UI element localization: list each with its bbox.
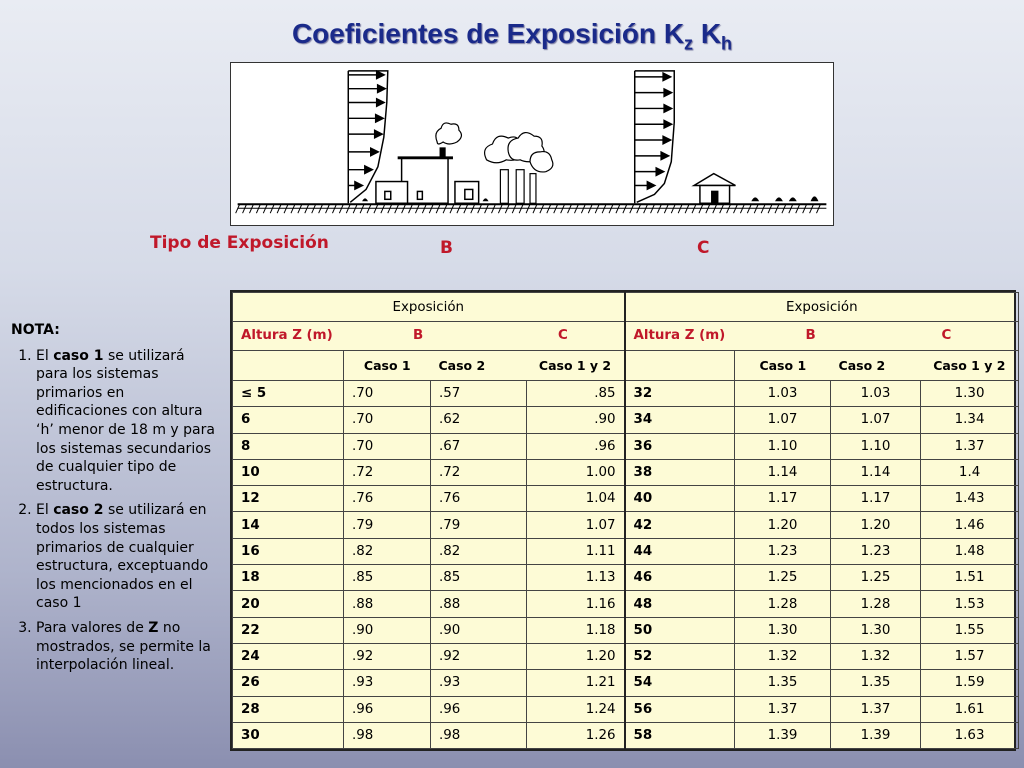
notes-title: NOTA : — [11, 321, 216, 340]
height-cell: 48 — [625, 591, 735, 617]
case1-cell: .82 — [344, 538, 431, 564]
kz-coefficients-table — [230, 290, 1016, 751]
case2-cell: .88 — [431, 591, 527, 617]
case1-cell: .96 — [344, 696, 431, 722]
case2-cell: 1.14 — [831, 459, 921, 485]
height-cell: 58 — [625, 722, 735, 748]
case2-cell: 1.20 — [831, 512, 921, 538]
case1-cell: 1.32 — [735, 643, 831, 669]
case12-cell: 1.57 — [921, 643, 1019, 669]
height-cell: ≤ 5 — [233, 381, 344, 407]
case2-cell: .57 — [431, 381, 527, 407]
height-cell: 36 — [625, 433, 735, 459]
case2-cell: .72 — [431, 459, 527, 485]
height-cell: 14 — [233, 512, 344, 538]
case1-header: Caso 1 — [344, 351, 431, 381]
table-header-row — [233, 322, 1019, 351]
height-cell: 22 — [233, 617, 344, 643]
case2-cell: .90 — [431, 617, 527, 643]
case2-cell: 1.03 — [831, 381, 921, 407]
case2-cell: .92 — [431, 643, 527, 669]
height-cell: 50 — [625, 617, 735, 643]
case2-cell: .93 — [431, 670, 527, 696]
height-cell: 24 — [233, 643, 344, 669]
case12-cell: 1.24 — [527, 696, 625, 722]
case12-cell: 1.18 — [527, 617, 625, 643]
table-header-row — [233, 293, 1019, 322]
case12-cell: 1.63 — [921, 722, 1019, 748]
case2-cell: .79 — [431, 512, 527, 538]
case1-cell: 1.25 — [735, 565, 831, 591]
case1-header: Caso 1 — [735, 351, 831, 381]
case2-cell: .96 — [431, 696, 527, 722]
table-row — [233, 381, 1019, 407]
case12-cell: 1.04 — [527, 486, 625, 512]
case2-cell: 1.32 — [831, 643, 921, 669]
trees-icon — [436, 123, 553, 203]
table-row — [233, 538, 1019, 564]
case2-cell: 1.07 — [831, 407, 921, 433]
height-cell: 30 — [233, 722, 344, 748]
case12-header: Caso 1 y 2 — [527, 351, 625, 381]
case12-cell: 1.55 — [921, 617, 1019, 643]
exposure-b-header: B — [805, 328, 816, 343]
height-cell: 18 — [233, 565, 344, 591]
table-row — [233, 591, 1019, 617]
table-row — [233, 407, 1019, 433]
table-row — [233, 512, 1019, 538]
case2-cell: .67 — [431, 433, 527, 459]
table-row — [233, 643, 1019, 669]
table-row — [233, 696, 1019, 722]
exposure-b-label: B — [440, 238, 453, 258]
case2-cell: .76 — [431, 486, 527, 512]
height-header: Altura Z (m) — [633, 328, 726, 343]
case1-cell: 1.14 — [735, 459, 831, 485]
case12-cell: 1.37 — [921, 433, 1019, 459]
slide-title: Coeficientes de Exposición $K_z$ $K_h$ — [291, 18, 733, 54]
case12-cell: 1.21 — [527, 670, 625, 696]
case12-cell: 1.48 — [921, 538, 1019, 564]
case12-cell: 1.46 — [921, 512, 1019, 538]
case1-cell: 1.23 — [735, 538, 831, 564]
height-cell: 12 — [233, 486, 344, 512]
notes-panel — [11, 321, 216, 681]
case12-cell: 1.16 — [527, 591, 625, 617]
exposure-header-left: Exposición — [233, 293, 625, 322]
case1-cell: .92 — [344, 643, 431, 669]
case2-cell: .85 — [431, 565, 527, 591]
table-row — [233, 459, 1019, 485]
table-header-row — [233, 351, 1019, 381]
note-item: 1. El caso 1 se utilizará para los sistemas primarios en edificaciones con altura ‘h’ menor de 18 m y para los sistemas secundarios de cualquier tipo de estructura. — [36, 347, 216, 496]
hut-icon — [694, 174, 735, 204]
case12-cell: 1.4 — [921, 459, 1019, 485]
case12-cell: .85 — [527, 381, 625, 407]
case1-cell: 1.20 — [735, 512, 831, 538]
case12-cell: .90 — [527, 407, 625, 433]
case2-cell: 1.25 — [831, 565, 921, 591]
case12-cell: 1.61 — [921, 696, 1019, 722]
height-cell: 26 — [233, 670, 344, 696]
exposure-b-header: B — [413, 328, 424, 343]
case2-cell: 1.39 — [831, 722, 921, 748]
case12-header: Caso 1 y 2 — [921, 351, 1019, 381]
height-cell: 46 — [625, 565, 735, 591]
height-cell: 42 — [625, 512, 735, 538]
exposure-header-right: Exposición — [625, 293, 1019, 322]
table-row — [233, 486, 1019, 512]
height-cell: 6 — [233, 407, 344, 433]
note-item: 2. El caso 2 se utilizará en todos los sistemas primarios de cualquier estructura, exceptuando los mencionados en el caso 1 — [36, 501, 216, 613]
case1-cell: .70 — [344, 407, 431, 433]
case12-cell: 1.13 — [527, 565, 625, 591]
case2-cell: 1.37 — [831, 696, 921, 722]
case12-cell: .96 — [527, 433, 625, 459]
case2-cell: .98 — [431, 722, 527, 748]
case2-cell: .62 — [431, 407, 527, 433]
height-cell: 10 — [233, 459, 344, 485]
case1-cell: 1.17 — [735, 486, 831, 512]
case1-cell: 1.37 — [735, 696, 831, 722]
case2-cell: 1.30 — [831, 617, 921, 643]
height-cell: 28 — [233, 696, 344, 722]
case12-cell: 1.26 — [527, 722, 625, 748]
case1-cell: 1.10 — [735, 433, 831, 459]
case12-cell: 1.30 — [921, 381, 1019, 407]
case2-cell: 1.17 — [831, 486, 921, 512]
case1-cell: 1.30 — [735, 617, 831, 643]
case2-header: Caso 2 — [831, 351, 921, 381]
case12-cell: 1.20 — [527, 643, 625, 669]
case1-cell: .79 — [344, 512, 431, 538]
height-cell: 56 — [625, 696, 735, 722]
height-cell: 32 — [625, 381, 735, 407]
height-cell: 40 — [625, 486, 735, 512]
case1-cell: .85 — [344, 565, 431, 591]
case12-cell: 1.11 — [527, 538, 625, 564]
case12-cell: 1.53 — [921, 591, 1019, 617]
table-row — [233, 722, 1019, 748]
height-cell: 16 — [233, 538, 344, 564]
buildings-icon — [376, 158, 479, 203]
case1-cell: .72 — [344, 459, 431, 485]
exposure-type-label: Tipo de Exposición — [150, 233, 329, 253]
height-cell: 44 — [625, 538, 735, 564]
height-cell: 8 — [233, 433, 344, 459]
table-row — [233, 670, 1019, 696]
case1-cell: .88 — [344, 591, 431, 617]
exposure-c-header: C — [558, 328, 568, 343]
case12-cell: 1.51 — [921, 565, 1019, 591]
case12-cell: 1.59 — [921, 670, 1019, 696]
height-header: Altura Z (m) — [241, 328, 333, 343]
wind-profile-drawing — [231, 63, 833, 225]
case1-cell: 1.39 — [735, 722, 831, 748]
case2-cell: 1.35 — [831, 670, 921, 696]
case1-cell: 1.07 — [735, 407, 831, 433]
height-cell: 52 — [625, 643, 735, 669]
note-item: 3. Para valores de Z no mostrados, se permite la interpolación lineal. — [36, 619, 216, 675]
case2-header: Caso 2 — [431, 351, 527, 381]
case1-cell: .76 — [344, 486, 431, 512]
case2-cell: .82 — [431, 538, 527, 564]
case2-cell: 1.28 — [831, 591, 921, 617]
case1-cell: .70 — [344, 381, 431, 407]
case2-cell: 1.10 — [831, 433, 921, 459]
exposure-illustration — [230, 62, 834, 226]
case1-cell: .90 — [344, 617, 431, 643]
case12-cell: 1.00 — [527, 459, 625, 485]
case1-cell: 1.03 — [735, 381, 831, 407]
table-row — [233, 433, 1019, 459]
case12-cell: 1.43 — [921, 486, 1019, 512]
case1-cell: 1.35 — [735, 670, 831, 696]
height-cell: 54 — [625, 670, 735, 696]
table-row — [233, 565, 1019, 591]
case1-cell: .98 — [344, 722, 431, 748]
exposure-c-label: C — [697, 238, 710, 258]
table-row — [233, 617, 1019, 643]
exposure-c-header: C — [941, 328, 952, 343]
case2-cell: 1.23 — [831, 538, 921, 564]
height-cell: 38 — [625, 459, 735, 485]
height-cell: 20 — [233, 591, 344, 617]
case12-cell: 1.07 — [527, 512, 625, 538]
case1-cell: 1.28 — [735, 591, 831, 617]
height-cell: 34 — [625, 407, 735, 433]
case12-cell: 1.34 — [921, 407, 1019, 433]
notes-list — [11, 347, 216, 675]
case1-cell: .93 — [344, 670, 431, 696]
case1-cell: .70 — [344, 433, 431, 459]
